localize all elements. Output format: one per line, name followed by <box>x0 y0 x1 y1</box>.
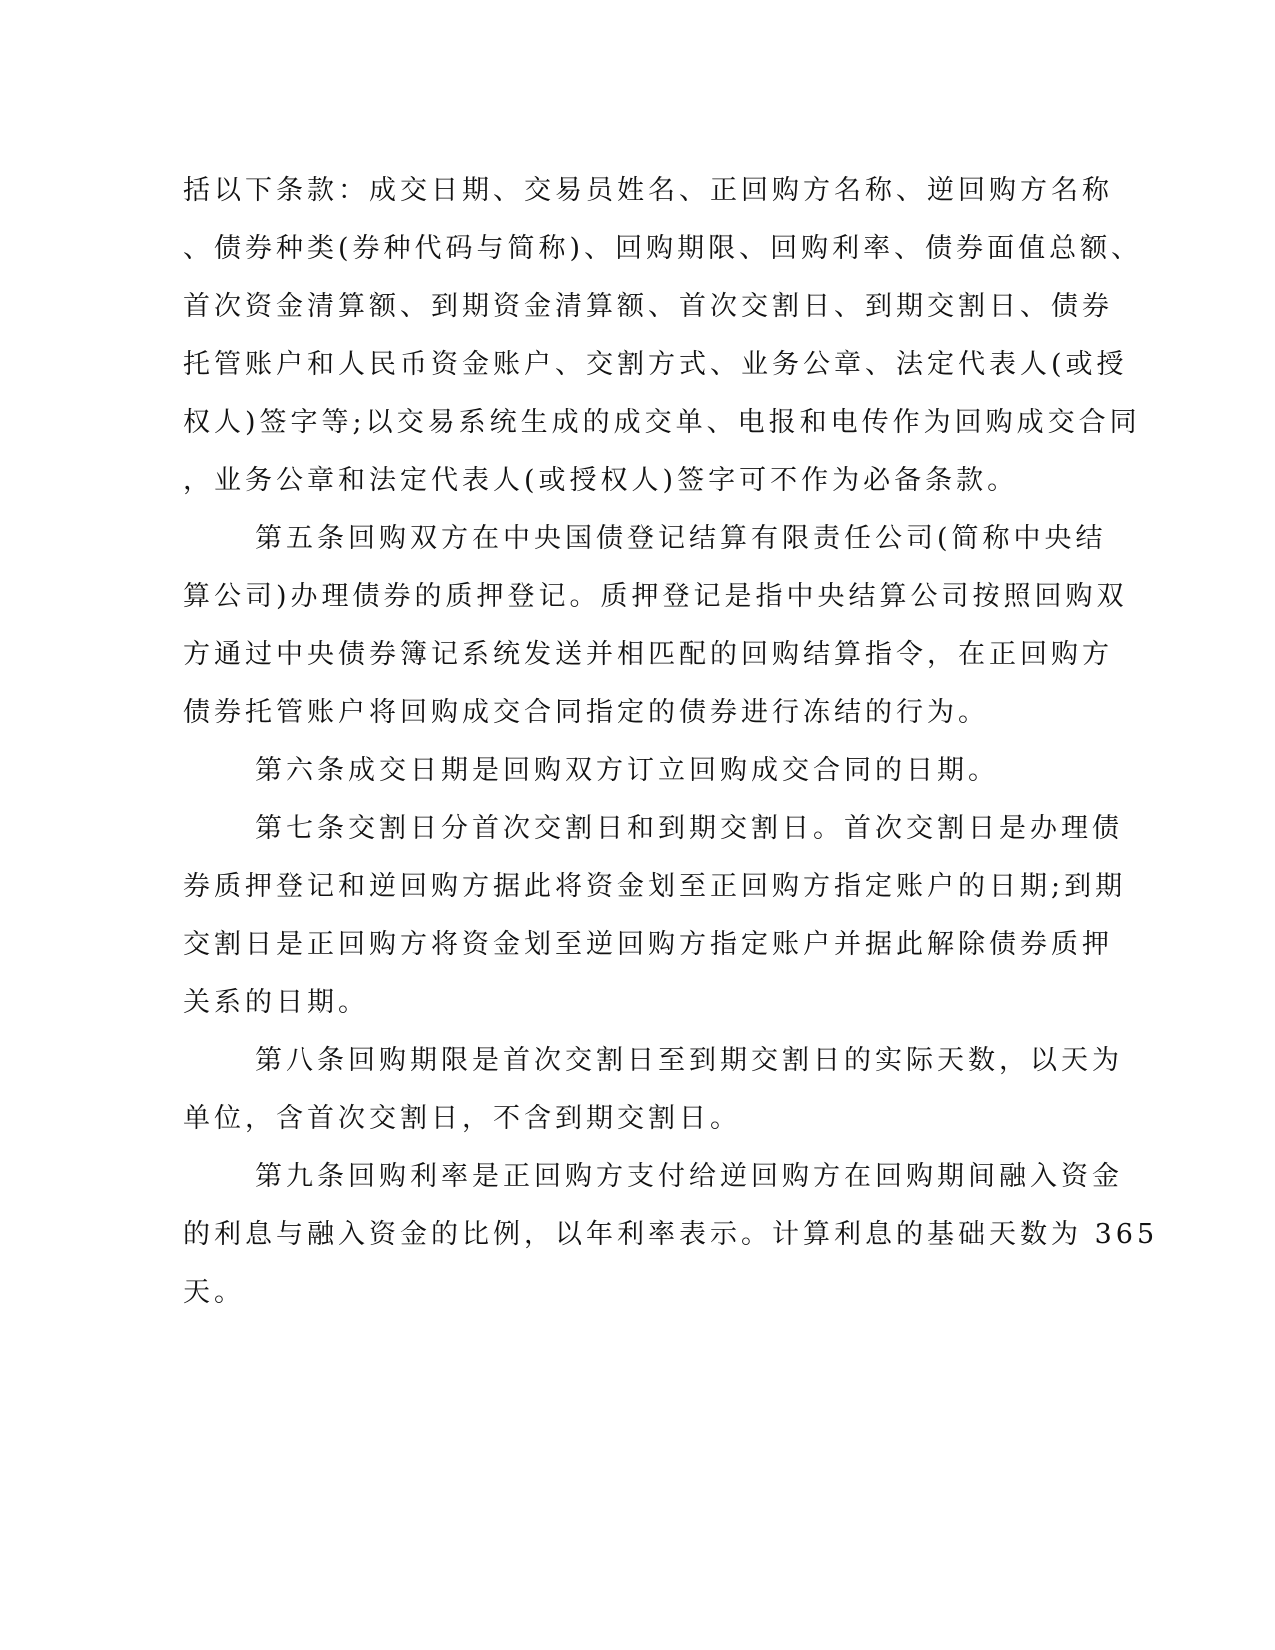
document-body <box>183 162 1159 1322</box>
text-line: 算公司)办理债券的质押登记。质押登记是指中央结算公司按照回购双 <box>183 581 1128 612</box>
text-line: 第五条回购双方在中央国债登记结算有限责任公司(简称中央结 <box>255 523 1107 554</box>
paragraph-clause-terms <box>183 162 1143 510</box>
text-line: 的利息与融入资金的比例，以年利率表示。计算利息的基础天数为 365 <box>183 1219 1159 1250</box>
text-line: 交割日是正回购方将资金划至逆回购方指定账户并据此解除债券质押 <box>183 929 1113 960</box>
text-line: 第七条交割日分首次交割日和到期交割日。首次交割日是办理债 <box>255 813 1123 844</box>
paragraph-article-9 <box>183 1148 1159 1322</box>
text-line: 权人)签字等;以交易系统生成的成交单、电报和电传作为回购成交合同 <box>183 407 1141 438</box>
text-line: 第六条成交日期是回购双方订立回购成交合同的日期。 <box>255 755 999 786</box>
paragraph-article-6 <box>183 742 1043 800</box>
text-line: 天。 <box>183 1277 245 1308</box>
paragraph-article-8 <box>183 1032 1123 1148</box>
text-line: 债券托管账户将回购成交合同指定的债券进行冻结的行为。 <box>183 697 989 728</box>
text-line: 、债券种类(券种代码与简称)、回购期限、回购利率、债券面值总额、 <box>183 233 1143 264</box>
text-line: 方通过中央债券簿记系统发送并相匹配的回购结算指令，在正回购方 <box>183 639 1113 670</box>
text-line: ，业务公章和法定代表人(或授权人)签字可不作为必备条款。 <box>183 465 1019 496</box>
text-line: 托管账户和人民币资金账户、交割方式、业务公章、法定代表人(或授 <box>183 349 1128 380</box>
text-line: 券质押登记和逆回购方据此将资金划至正回购方指定账户的日期;到期 <box>183 871 1127 902</box>
text-line: 括以下条款：成交日期、交易员姓名、正回购方名称、逆回购方名称 <box>183 175 1113 206</box>
text-line: 单位，含首次交割日，不含到期交割日。 <box>183 1103 741 1134</box>
paragraph-article-5 <box>183 510 1128 742</box>
text-line: 首次资金清算额、到期资金清算额、首次交割日、到期交割日、债券 <box>183 291 1113 322</box>
text-line: 关系的日期。 <box>183 987 369 1018</box>
text-line: 第八条回购期限是首次交割日至到期交割日的实际天数，以天为 <box>255 1045 1123 1076</box>
paragraph-article-7 <box>183 800 1127 1032</box>
text-line: 第九条回购利率是正回购方支付给逆回购方在回购期间融入资金 <box>255 1161 1123 1192</box>
